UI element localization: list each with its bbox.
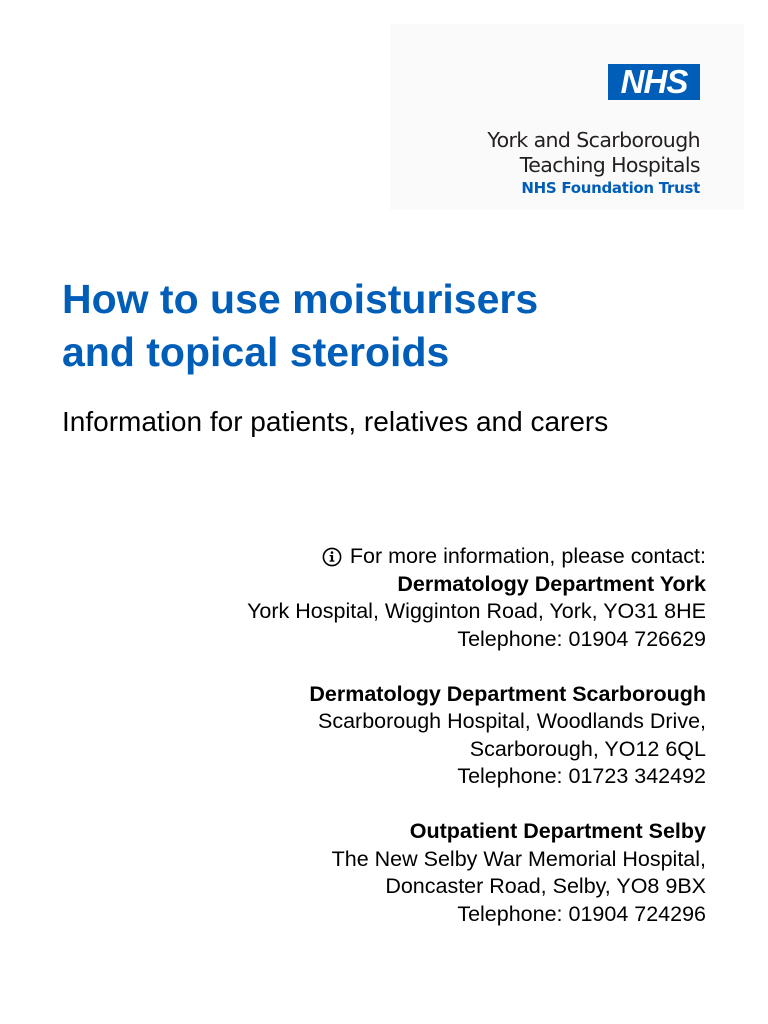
- nhs-logo: NHS: [608, 64, 700, 100]
- department-address: The New Selby War Memorial Hospital,: [331, 846, 706, 871]
- department-telephone: Telephone: 01723 342492: [457, 764, 706, 788]
- department-selby: [247, 818, 706, 928]
- trust-name-line-1: York and Scarborough: [487, 128, 700, 152]
- trust-name-line-2: Teaching Hospitals: [519, 153, 700, 177]
- department-name: Dermatology Department York: [397, 571, 706, 596]
- page-subtitle: Information for patients, relatives and carers: [62, 406, 609, 437]
- contact-section: [247, 543, 706, 928]
- title-line-2: and topical steroids: [62, 329, 450, 375]
- department-scarborough: [247, 681, 706, 791]
- trust-type: NHS Foundation Trust: [521, 179, 700, 197]
- department-york: [247, 571, 706, 654]
- trust-name: [487, 128, 700, 198]
- department-address: Scarborough Hospital, Woodlands Drive,: [318, 709, 706, 733]
- contact-intro-text: For more information, please contact:: [349, 544, 706, 568]
- department-telephone: Telephone: 01904 724296: [457, 901, 706, 926]
- trust-logo-block: [390, 24, 744, 210]
- page-title: [62, 273, 722, 379]
- department-name: Dermatology Department Scarborough: [309, 681, 706, 706]
- department-address: Scarborough, YO12 6QL: [469, 736, 706, 761]
- department-name: Outpatient Department Selby: [409, 819, 706, 843]
- contact-intro: [247, 543, 706, 571]
- info-icon: [322, 547, 342, 567]
- department-address: Doncaster Road, Selby, YO8 9BX: [385, 874, 706, 898]
- title-line-1: How to use moisturisers: [62, 276, 539, 322]
- department-telephone: Telephone: 01904 726629: [457, 626, 706, 651]
- department-address: York Hospital, Wigginton Road, York, YO31 8HE: [247, 599, 706, 623]
